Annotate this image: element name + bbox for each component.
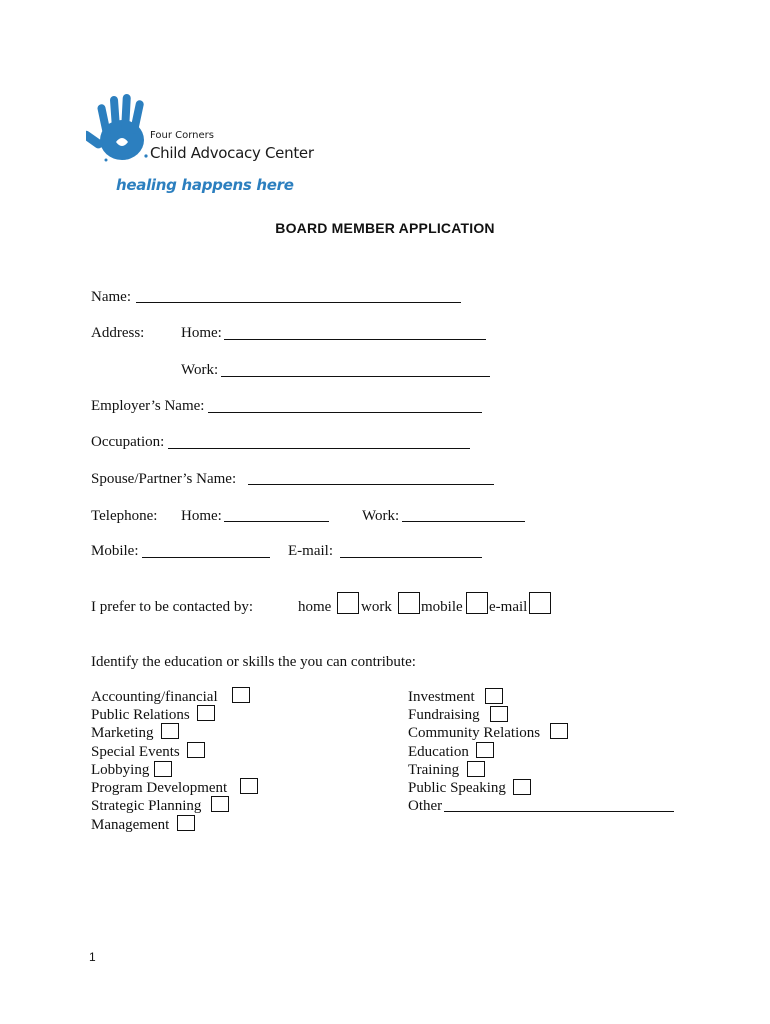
skill-special-events-label: Special Events (91, 744, 180, 760)
skill-community-relations-checkbox[interactable] (550, 723, 568, 739)
home-address-field[interactable] (224, 339, 486, 340)
contact-label: I prefer to be contacted by: (91, 599, 254, 615)
skill-community-relations-label: Community Relations (408, 725, 541, 741)
employer-field[interactable] (208, 412, 482, 413)
contact-email-checkbox[interactable] (529, 592, 551, 614)
skill-other-field[interactable] (444, 811, 674, 812)
form-title: BOARD MEMBER APPLICATION (275, 220, 495, 236)
contact-home-label: home (298, 599, 332, 615)
skill-program-development-checkbox[interactable] (240, 778, 258, 794)
logo (86, 90, 316, 200)
skill-management-label: Management (91, 817, 170, 833)
name-label: Name: (91, 289, 131, 305)
page-number: 1 (89, 950, 96, 964)
contact-work-label: work (361, 599, 392, 615)
skill-fundraising-checkbox[interactable] (490, 706, 508, 722)
tel-work-field[interactable] (402, 521, 525, 522)
work-address-label: Work: (181, 362, 219, 378)
skill-strategic-planning-checkbox[interactable] (211, 796, 229, 812)
skill-special-events-checkbox[interactable] (187, 742, 205, 758)
spouse-label: Spouse/Partner’s Name: (91, 471, 237, 487)
skill-strategic-planning-label: Strategic Planning (91, 798, 202, 814)
skill-lobbying-checkbox[interactable] (154, 761, 172, 777)
skill-investment-label: Investment (408, 689, 475, 705)
skill-lobbying-label: Lobbying (91, 762, 150, 778)
hand-logo-icon (86, 90, 156, 168)
skill-public-relations-checkbox[interactable] (197, 705, 215, 721)
skill-other-label: Other (408, 798, 443, 814)
skill-marketing-label: Marketing (91, 725, 154, 741)
tel-work-label: Work: (362, 508, 400, 524)
skill-public-relations-label: Public Relations (91, 707, 190, 723)
skill-public-speaking-checkbox[interactable] (513, 779, 531, 795)
name-field[interactable] (136, 302, 461, 303)
tel-home-field[interactable] (224, 521, 329, 522)
email-label: E-mail: (288, 543, 333, 559)
skill-education-label: Education (408, 744, 469, 760)
logo-line2: Child Advocacy Center (150, 144, 314, 162)
skill-accounting-checkbox[interactable] (232, 687, 250, 703)
skill-accounting-label: Accounting/financial (91, 689, 218, 705)
telephone-label: Telephone: (91, 508, 158, 524)
tel-home-label: Home: (181, 508, 222, 524)
contact-home-checkbox[interactable] (337, 592, 359, 614)
employer-label: Employer’s Name: (91, 398, 205, 414)
contact-mobile-checkbox[interactable] (466, 592, 488, 614)
skill-investment-checkbox[interactable] (485, 688, 503, 704)
skill-training-checkbox[interactable] (467, 761, 485, 777)
skill-education-checkbox[interactable] (476, 742, 494, 758)
contact-email-label: e-mail (489, 599, 528, 615)
skill-fundraising-label: Fundraising (408, 707, 480, 723)
skill-management-checkbox[interactable] (177, 815, 195, 831)
skills-prompt: Identify the education or skills the you can contribute: (91, 654, 416, 670)
skill-public-speaking-label: Public Speaking (408, 780, 506, 796)
logo-line1: Four Corners (150, 130, 214, 141)
mobile-field[interactable] (142, 557, 270, 558)
mobile-label: Mobile: (91, 543, 139, 559)
work-address-field[interactable] (221, 376, 490, 377)
spouse-field[interactable] (248, 484, 494, 485)
skill-marketing-checkbox[interactable] (161, 723, 179, 739)
skill-training-label: Training (408, 762, 460, 778)
occupation-field[interactable] (168, 448, 470, 449)
home-address-label: Home: (181, 325, 222, 341)
address-label: Address: (91, 325, 145, 341)
contact-mobile-label: mobile (421, 599, 463, 615)
skill-program-development-label: Program Development (91, 780, 228, 796)
logo-tagline: healing happens here (116, 176, 294, 194)
email-field[interactable] (340, 557, 482, 558)
contact-work-checkbox[interactable] (398, 592, 420, 614)
occupation-label: Occupation: (91, 434, 165, 450)
